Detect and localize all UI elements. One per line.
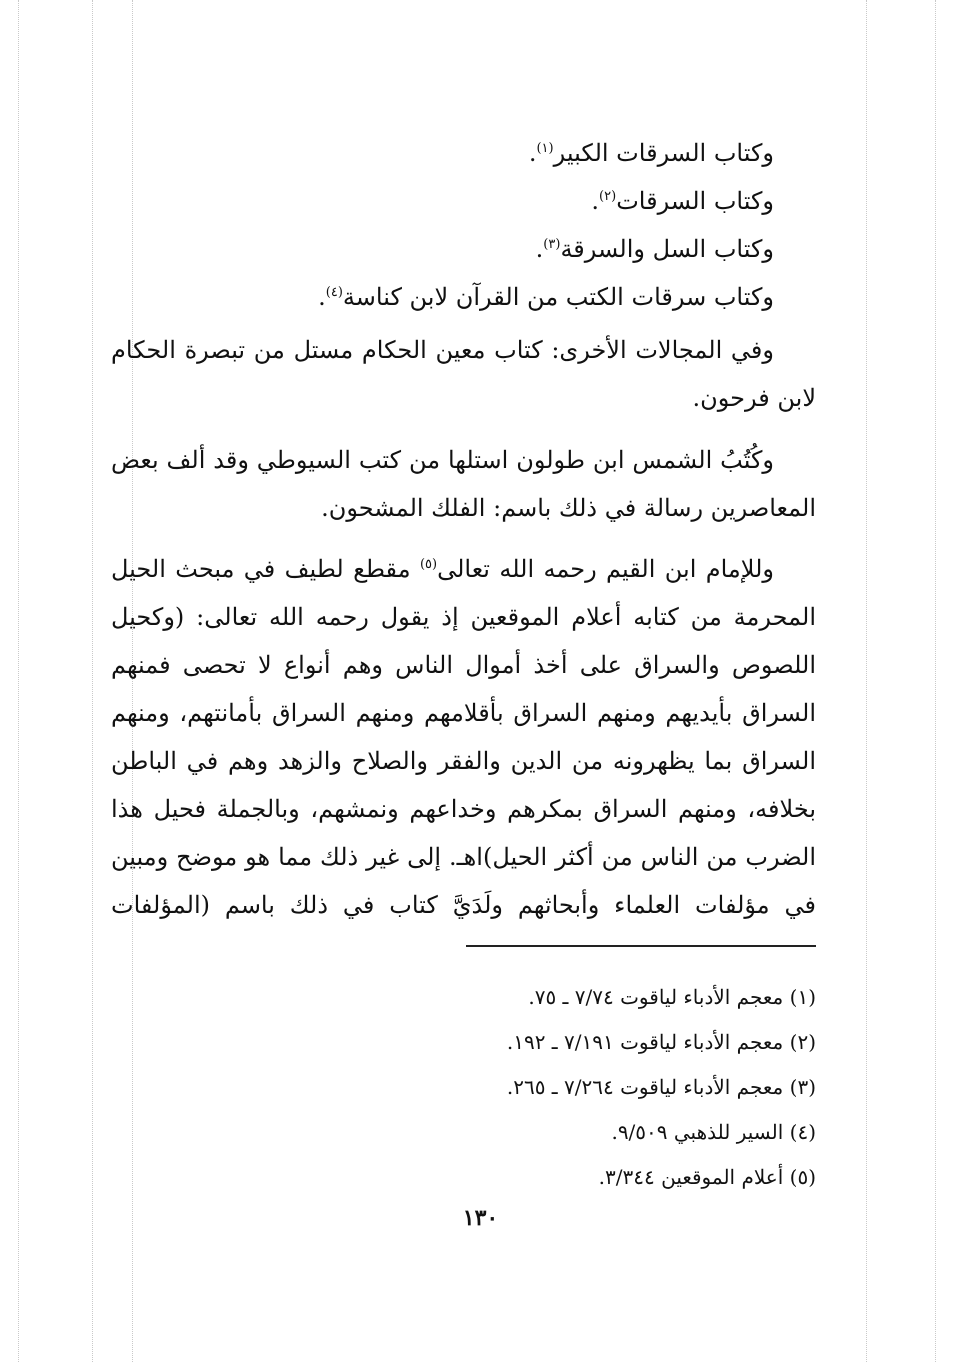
footnote-line: (٥) أعلام الموقعين ٣/٣٤٤. [598,1165,816,1189]
reference-line: وكتاب السرقات$^{(٢)}$. [591,187,774,215]
footnote-marker: (٤) [325,285,343,300]
footnote-marker: (٢) [599,189,617,204]
footnote-line: (١) معجم الأدباء لياقوت ٧/٧٤ ـ ٧٥. [528,985,816,1009]
paragraph-line: لابن فرحون. [692,384,816,412]
paragraph-ibn-tulun [111,436,816,532]
footnote-marker: (١) [536,141,554,156]
reference-list [111,129,816,321]
footnote-marker: (٣) [543,237,561,252]
paragraph-ibn-qayyim [111,545,816,929]
footnote-line: (٣) معجم الأدباء لياقوت ٧/٢٦٤ ـ ٢٦٥. [506,1075,816,1099]
paragraph-line: وفي المجالات الأخرى: كتاب معين الحكام مستل من تبصرة الحكام [111,336,774,364]
paragraph-line: المعاصرين رسالة في ذلك باسم: الفلك المشحون. [321,494,816,522]
scan-edge-mark [935,0,936,1362]
paragraph-line: وللإمام ابن القيم رحمه الله تعالى$^{(٥)}$ مقطع لطيف في مبحث الحيل [111,555,774,583]
scan-edge-mark [92,0,93,1362]
scan-edge-mark [866,0,867,1362]
footnote-marker: (٥) [419,557,438,572]
reference-line: وكتاب السل والسرقة$^{(٣)}$. [535,235,774,263]
paragraph-line: في مؤلفات العلماء وأبحاثهم ولَدَيَّ كتاب في ذلك باسم (المؤلفات [111,891,816,919]
footnote-line: (٤) السير للذهبي ٩/٥٠٩. [611,1120,816,1144]
paragraph-line: السراق بما يظهرونه من الدين والفقر والصلاح والزهد وهم في الباطن [111,747,816,775]
page-number: ١٣٠ [462,1205,499,1231]
paragraph-line: الضرب من الناس من أكثر الحيل)اهـ. إلى غير ذلك مما هو موضح ومبين [111,843,816,871]
footnote-line: (٢) معجم الأدباء لياقوت ٧/١٩١ ـ ١٩٢. [506,1030,816,1054]
paragraph-line: اللصوص والسراق على أخذ أموال الناس وهم أنواع لا تحصى فمنهم [111,651,816,679]
paragraph-other-fields [111,326,816,422]
paragraph-line: بخلافه، ومنهم السراق بمكرهم وخداعهم ونمشهم، وبالجملة فحيل هذا [111,795,816,823]
scan-edge-mark [18,0,19,1362]
footnotes [111,975,816,1200]
paragraph-line: المحرمة من كتابه أعلام الموقعين إذ يقول رحمه الله تعالى: (وكحيل [111,603,816,631]
footnote-separator [466,945,816,947]
paragraph-line: السراق بأيديهم ومنهم السراق بأقلامهم ومنهم السراق بأمانتهم، ومنهم [111,699,816,727]
reference-line: وكتاب سرقات الكتب من القرآن لابن كناسة$^{(٤)}$. [318,283,774,311]
paragraph-line: وكُتُبُ الشمس ابن طولون استلها من كتب السيوطي وقد ألف بعض [111,446,774,474]
reference-line: وكتاب السرقات الكبير$^{(١)}$. [528,139,774,167]
